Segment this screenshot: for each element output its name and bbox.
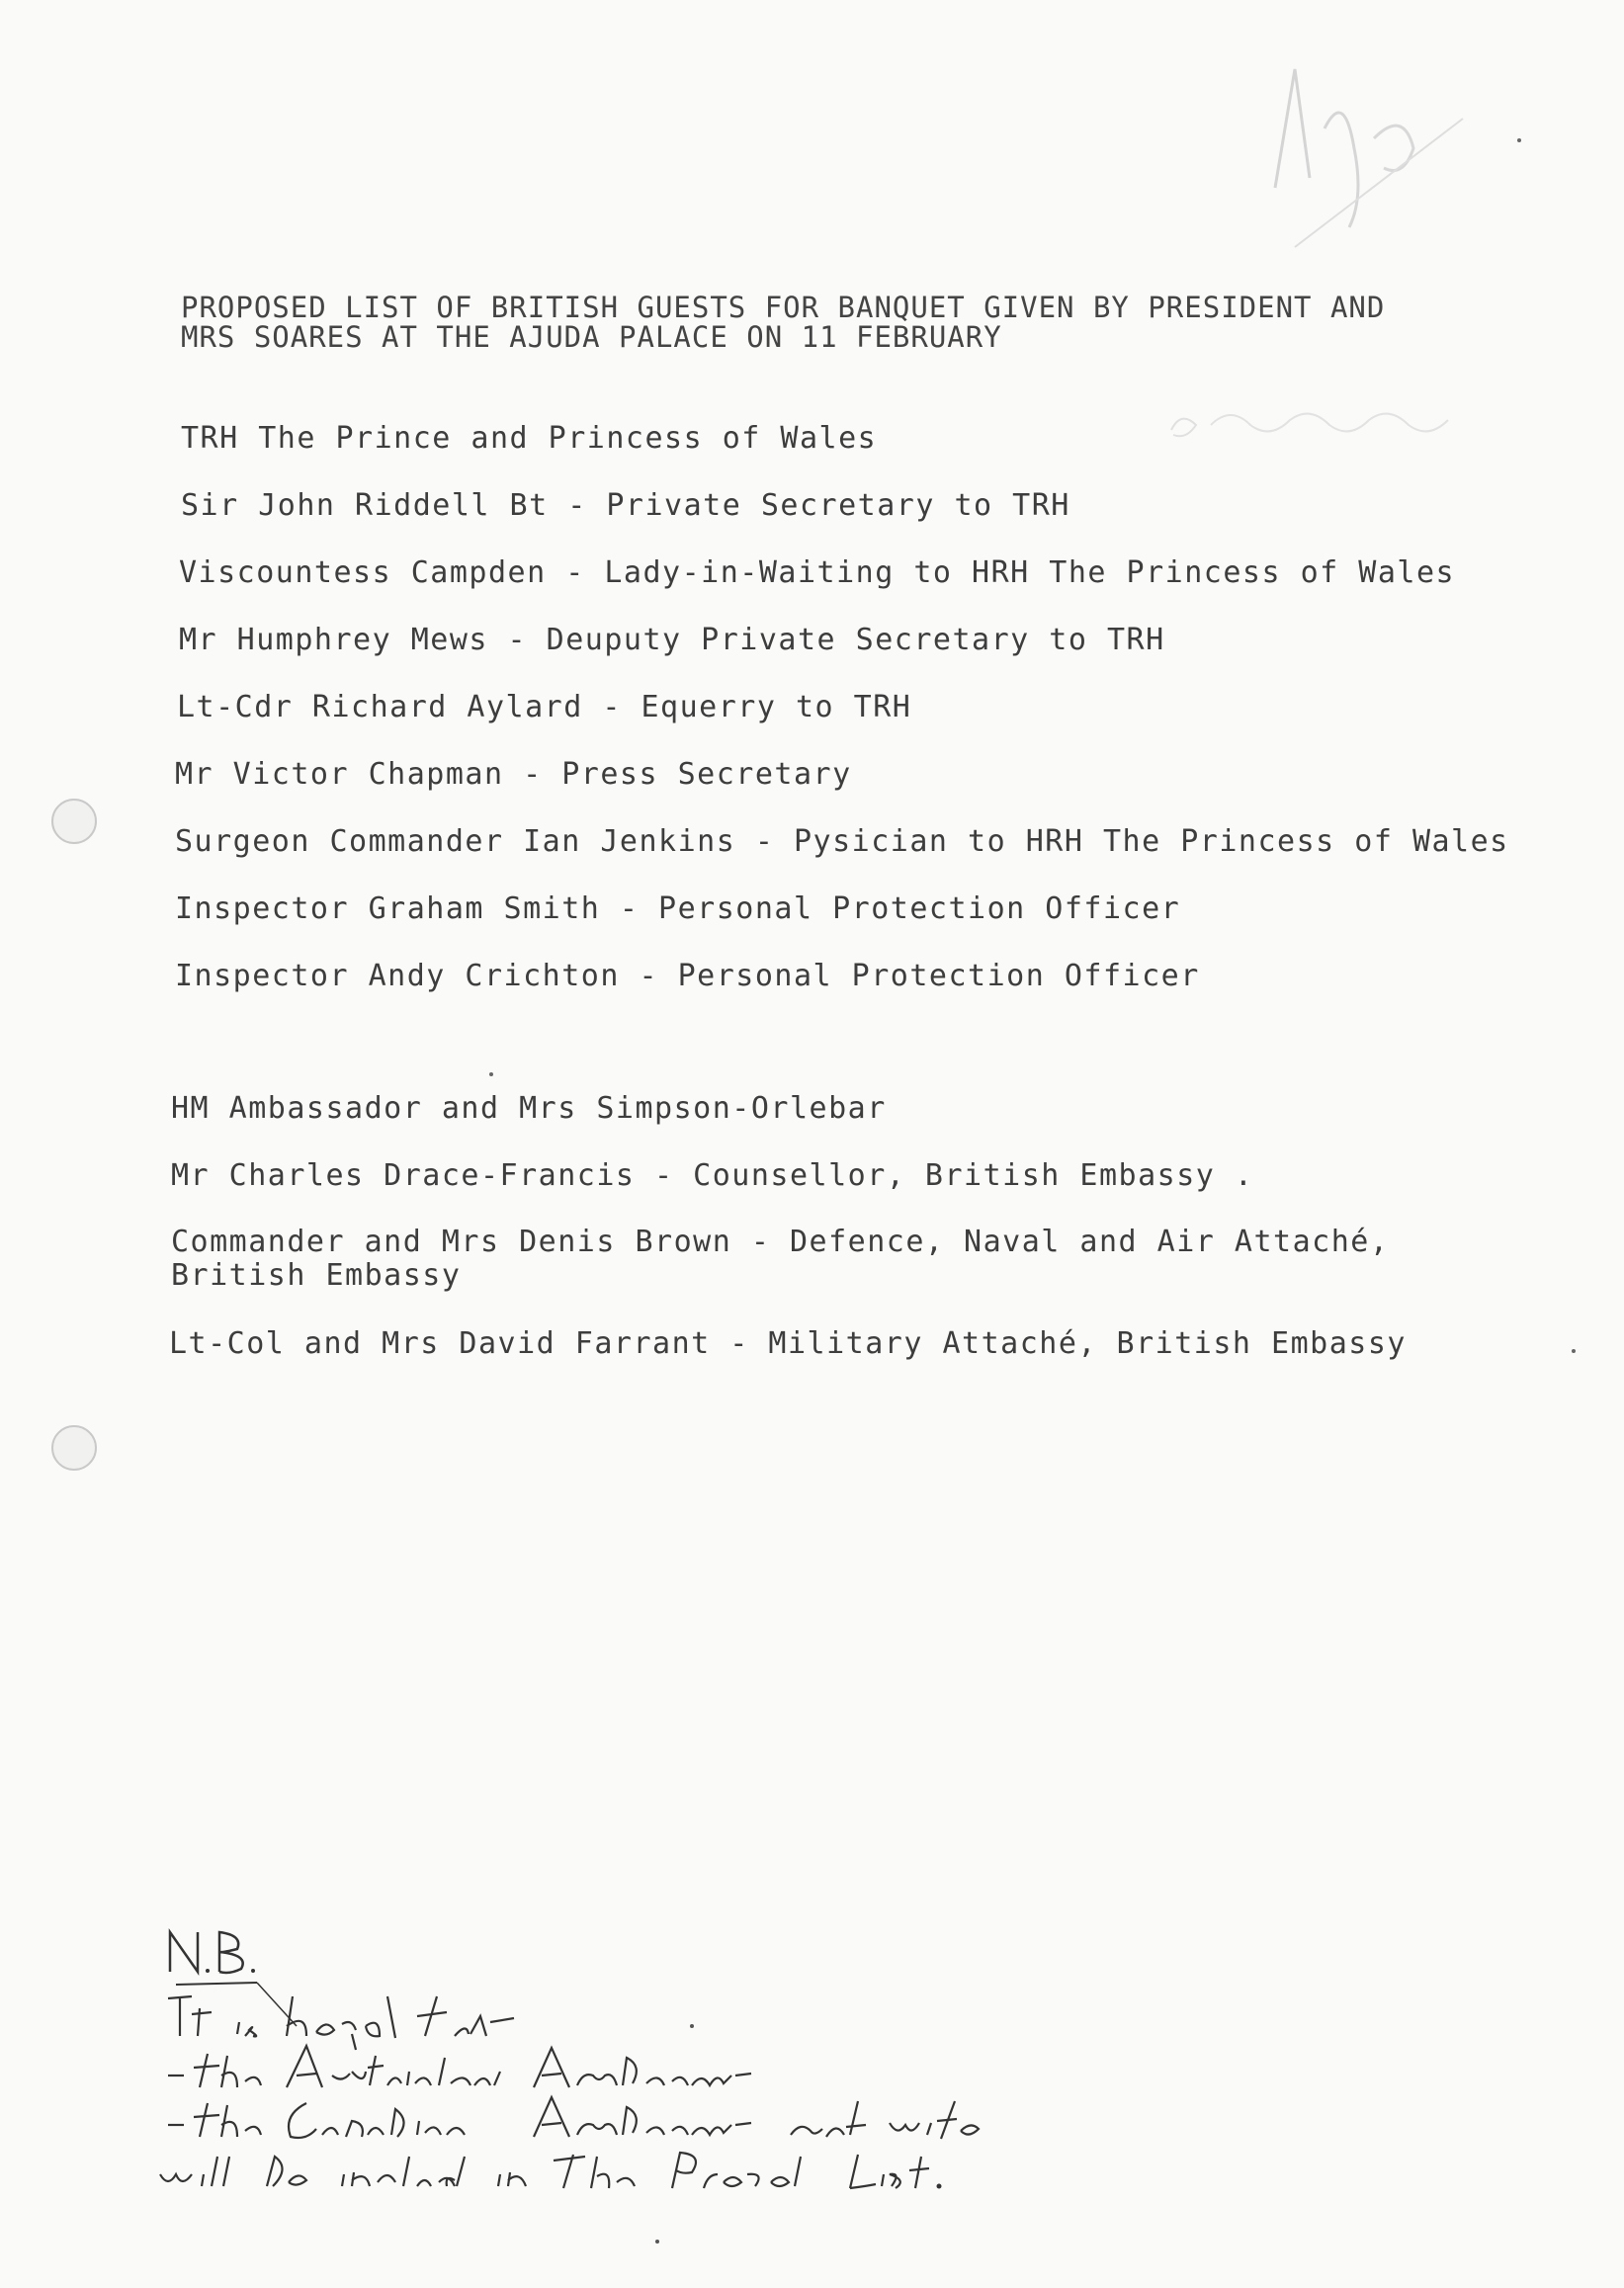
document-title: PROPOSED LIST OF BRITISH GUESTS FOR BANQUET GIVEN BY PRESIDENT AND MRS SOARES AT THE AJUDA PALACE ON 11 FEBRUARY <box>181 291 1386 354</box>
guest-entry: HM Ambassador and Mrs Simpson-Orlebar <box>171 1091 887 1126</box>
faint-stamp-mark <box>1161 395 1497 455</box>
guest-entry: Viscountess Campden - Lady-in-Waiting to HRH The Princess of Wales <box>179 555 1456 590</box>
guest-entry: Lt-Cdr Richard Aylard - Equerry to TRH <box>177 690 912 724</box>
guest-entry: Mr Victor Chapman - Press Secretary <box>175 757 852 792</box>
handwritten-note <box>158 1927 1147 2253</box>
guest-entry: Commander and Mrs Denis Brown - Defence, Naval and Air Attaché, British Embassy <box>171 1225 1390 1293</box>
guest-entry: Inspector Andy Crichton - Personal Protection Officer <box>175 959 1200 993</box>
punch-hole-upper <box>51 799 97 844</box>
guest-entry: Lt-Col and Mrs David Farrant - Military Attaché, British Embassy <box>169 1326 1407 1361</box>
guest-entry: Surgeon Commander Ian Jenkins - Pysician to HRH The Princess of Wales <box>175 824 1509 859</box>
guest-entry: Mr Charles Drace-Francis - Counsellor, British Embassy . <box>171 1158 1254 1193</box>
guest-entry: TRH The Prince and Princess of Wales <box>181 421 878 456</box>
paper-speck <box>1517 138 1521 142</box>
paper-speck <box>1572 1349 1576 1353</box>
guest-entry: Sir John Riddell Bt - Private Secretary to TRH <box>181 488 1070 523</box>
punch-hole-lower <box>51 1425 97 1471</box>
guest-entry: Mr Humphrey Mews - Deuputy Private Secretary to TRH <box>179 623 1165 657</box>
pencil-scribble-mark <box>1255 30 1512 257</box>
paper-speck <box>489 1072 493 1076</box>
guest-entry: Inspector Graham Smith - Personal Protection Officer <box>175 891 1181 926</box>
